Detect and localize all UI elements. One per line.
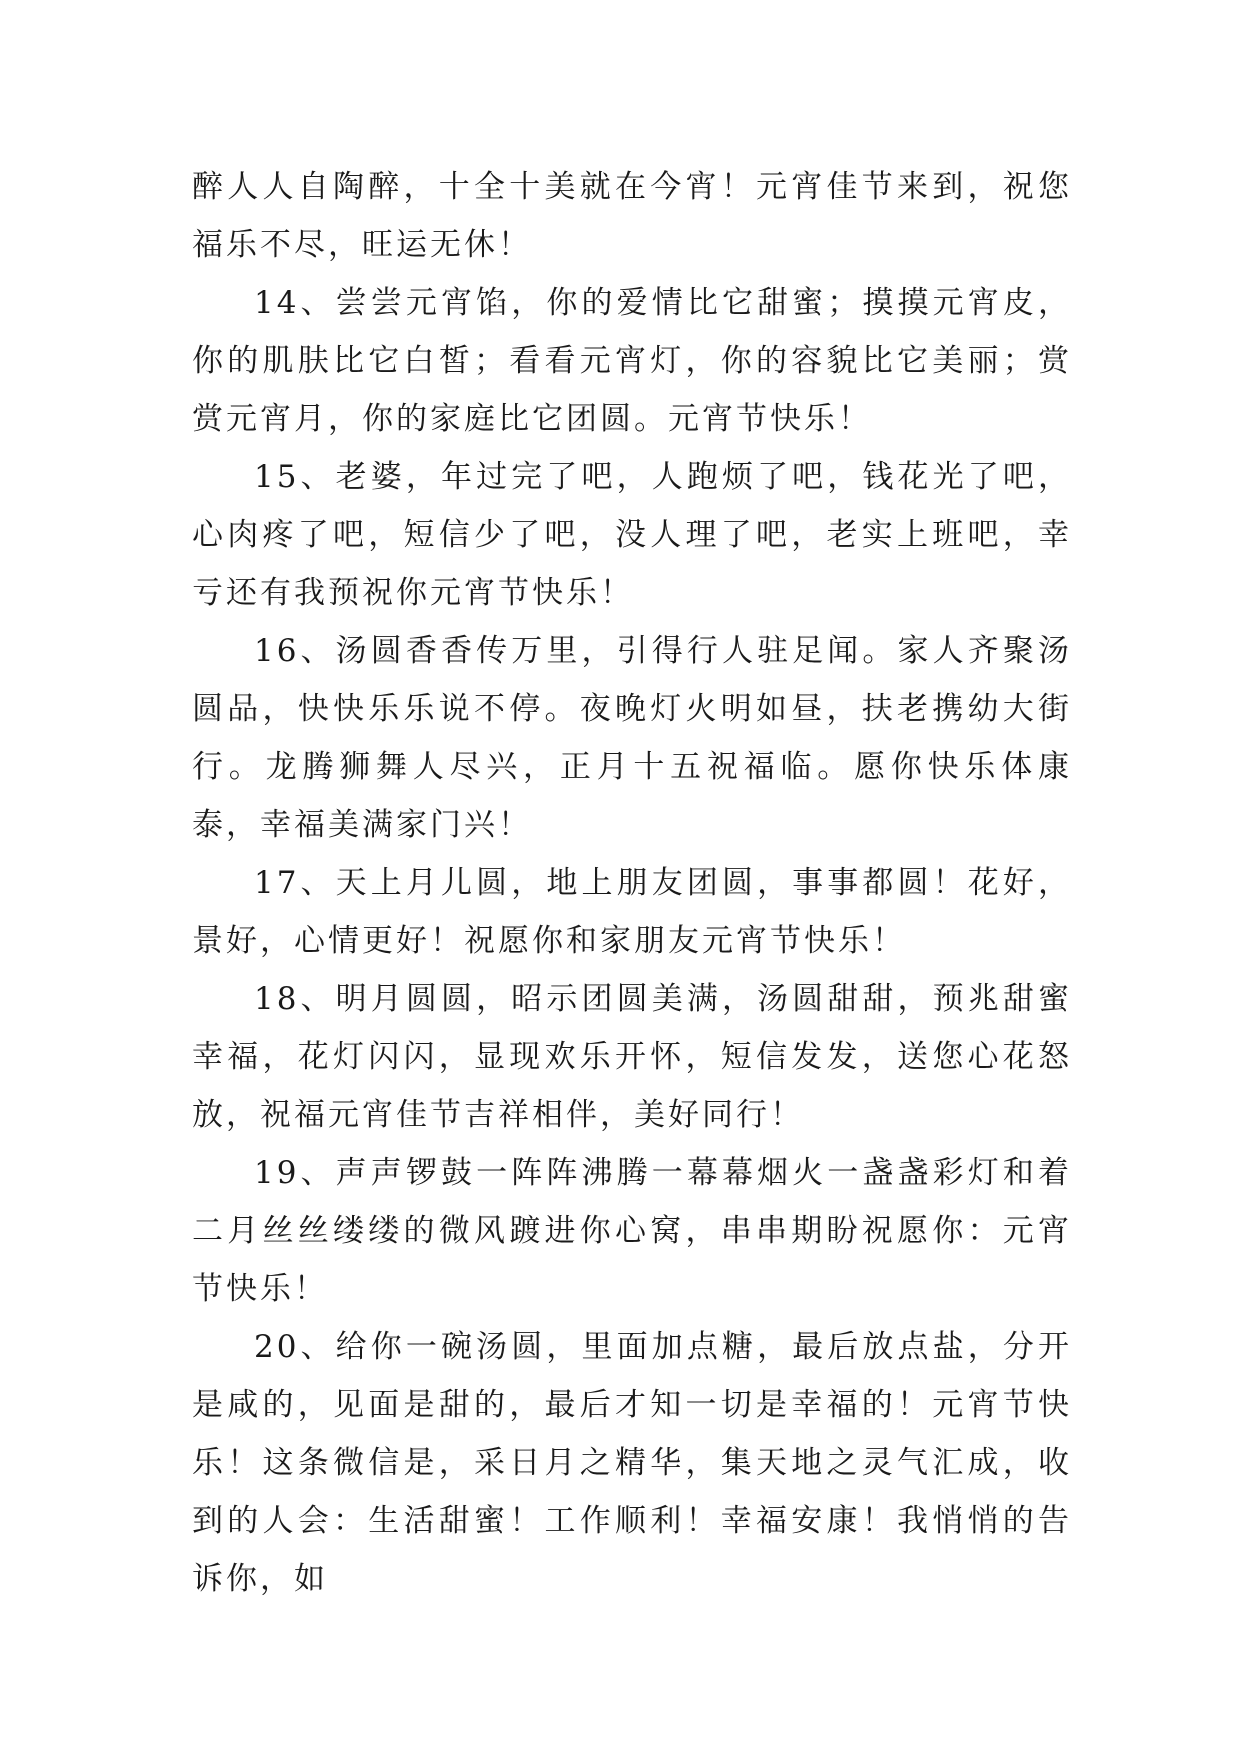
paragraph-16: 16、汤圆香香传万里，引得行人驻足闻。家人齐聚汤圆品，快快乐乐说不停。夜晚灯火明如昼，扶老携幼大街行。龙腾狮舞人尽兴，正月十五祝福临。愿你快乐体康泰，幸福美满家门兴！ xyxy=(192,633,1072,843)
paragraph-18: 18、明月圆圆，昭示团圆美满，汤圆甜甜，预兆甜蜜幸福，花灯闪闪，显现欢乐开怀，短信发发，送您心花怒放，祝福元宵佳节吉祥相伴，美好同行！ xyxy=(192,981,1072,1133)
paragraph-14: 14、尝尝元宵馅，你的爱情比它甜蜜；摸摸元宵皮，你的肌肤比它白皙；看看元宵灯，你的容貌比它美丽；赏赏元宵月，你的家庭比它团圆。元宵节快乐！ xyxy=(192,285,1072,437)
paragraph-continuation: 醉人人自陶醉，十全十美就在今宵！元宵佳节来到，祝您福乐不尽，旺运无休！ xyxy=(192,169,1072,263)
paragraph-17: 17、天上月儿圆，地上朋友团圆，事事都圆！花好，景好，心情更好！祝愿你和家朋友元宵节快乐！ xyxy=(192,865,1072,959)
document-body xyxy=(192,158,1072,1608)
paragraph-19: 19、声声锣鼓一阵阵沸腾一幕幕烟火一盏盏彩灯和着二月丝丝缕缕的微风踱进你心窝，串串期盼祝愿你：元宵节快乐！ xyxy=(192,1155,1072,1307)
paragraph-20: 20、给你一碗汤圆，里面加点糖，最后放点盐，分开是咸的，见面是甜的，最后才知一切是幸福的！元宵节快乐！这条微信是，采日月之精华，集天地之灵气汇成，收到的人会：生活甜蜜！工作顺利！幸福安康！我悄悄的告诉你，如 xyxy=(192,1329,1072,1597)
paragraph-15: 15、老婆，年过完了吧，人跑烦了吧，钱花光了吧，心肉疼了吧，短信少了吧，没人理了吧，老实上班吧，幸亏还有我预祝你元宵节快乐！ xyxy=(192,459,1072,611)
